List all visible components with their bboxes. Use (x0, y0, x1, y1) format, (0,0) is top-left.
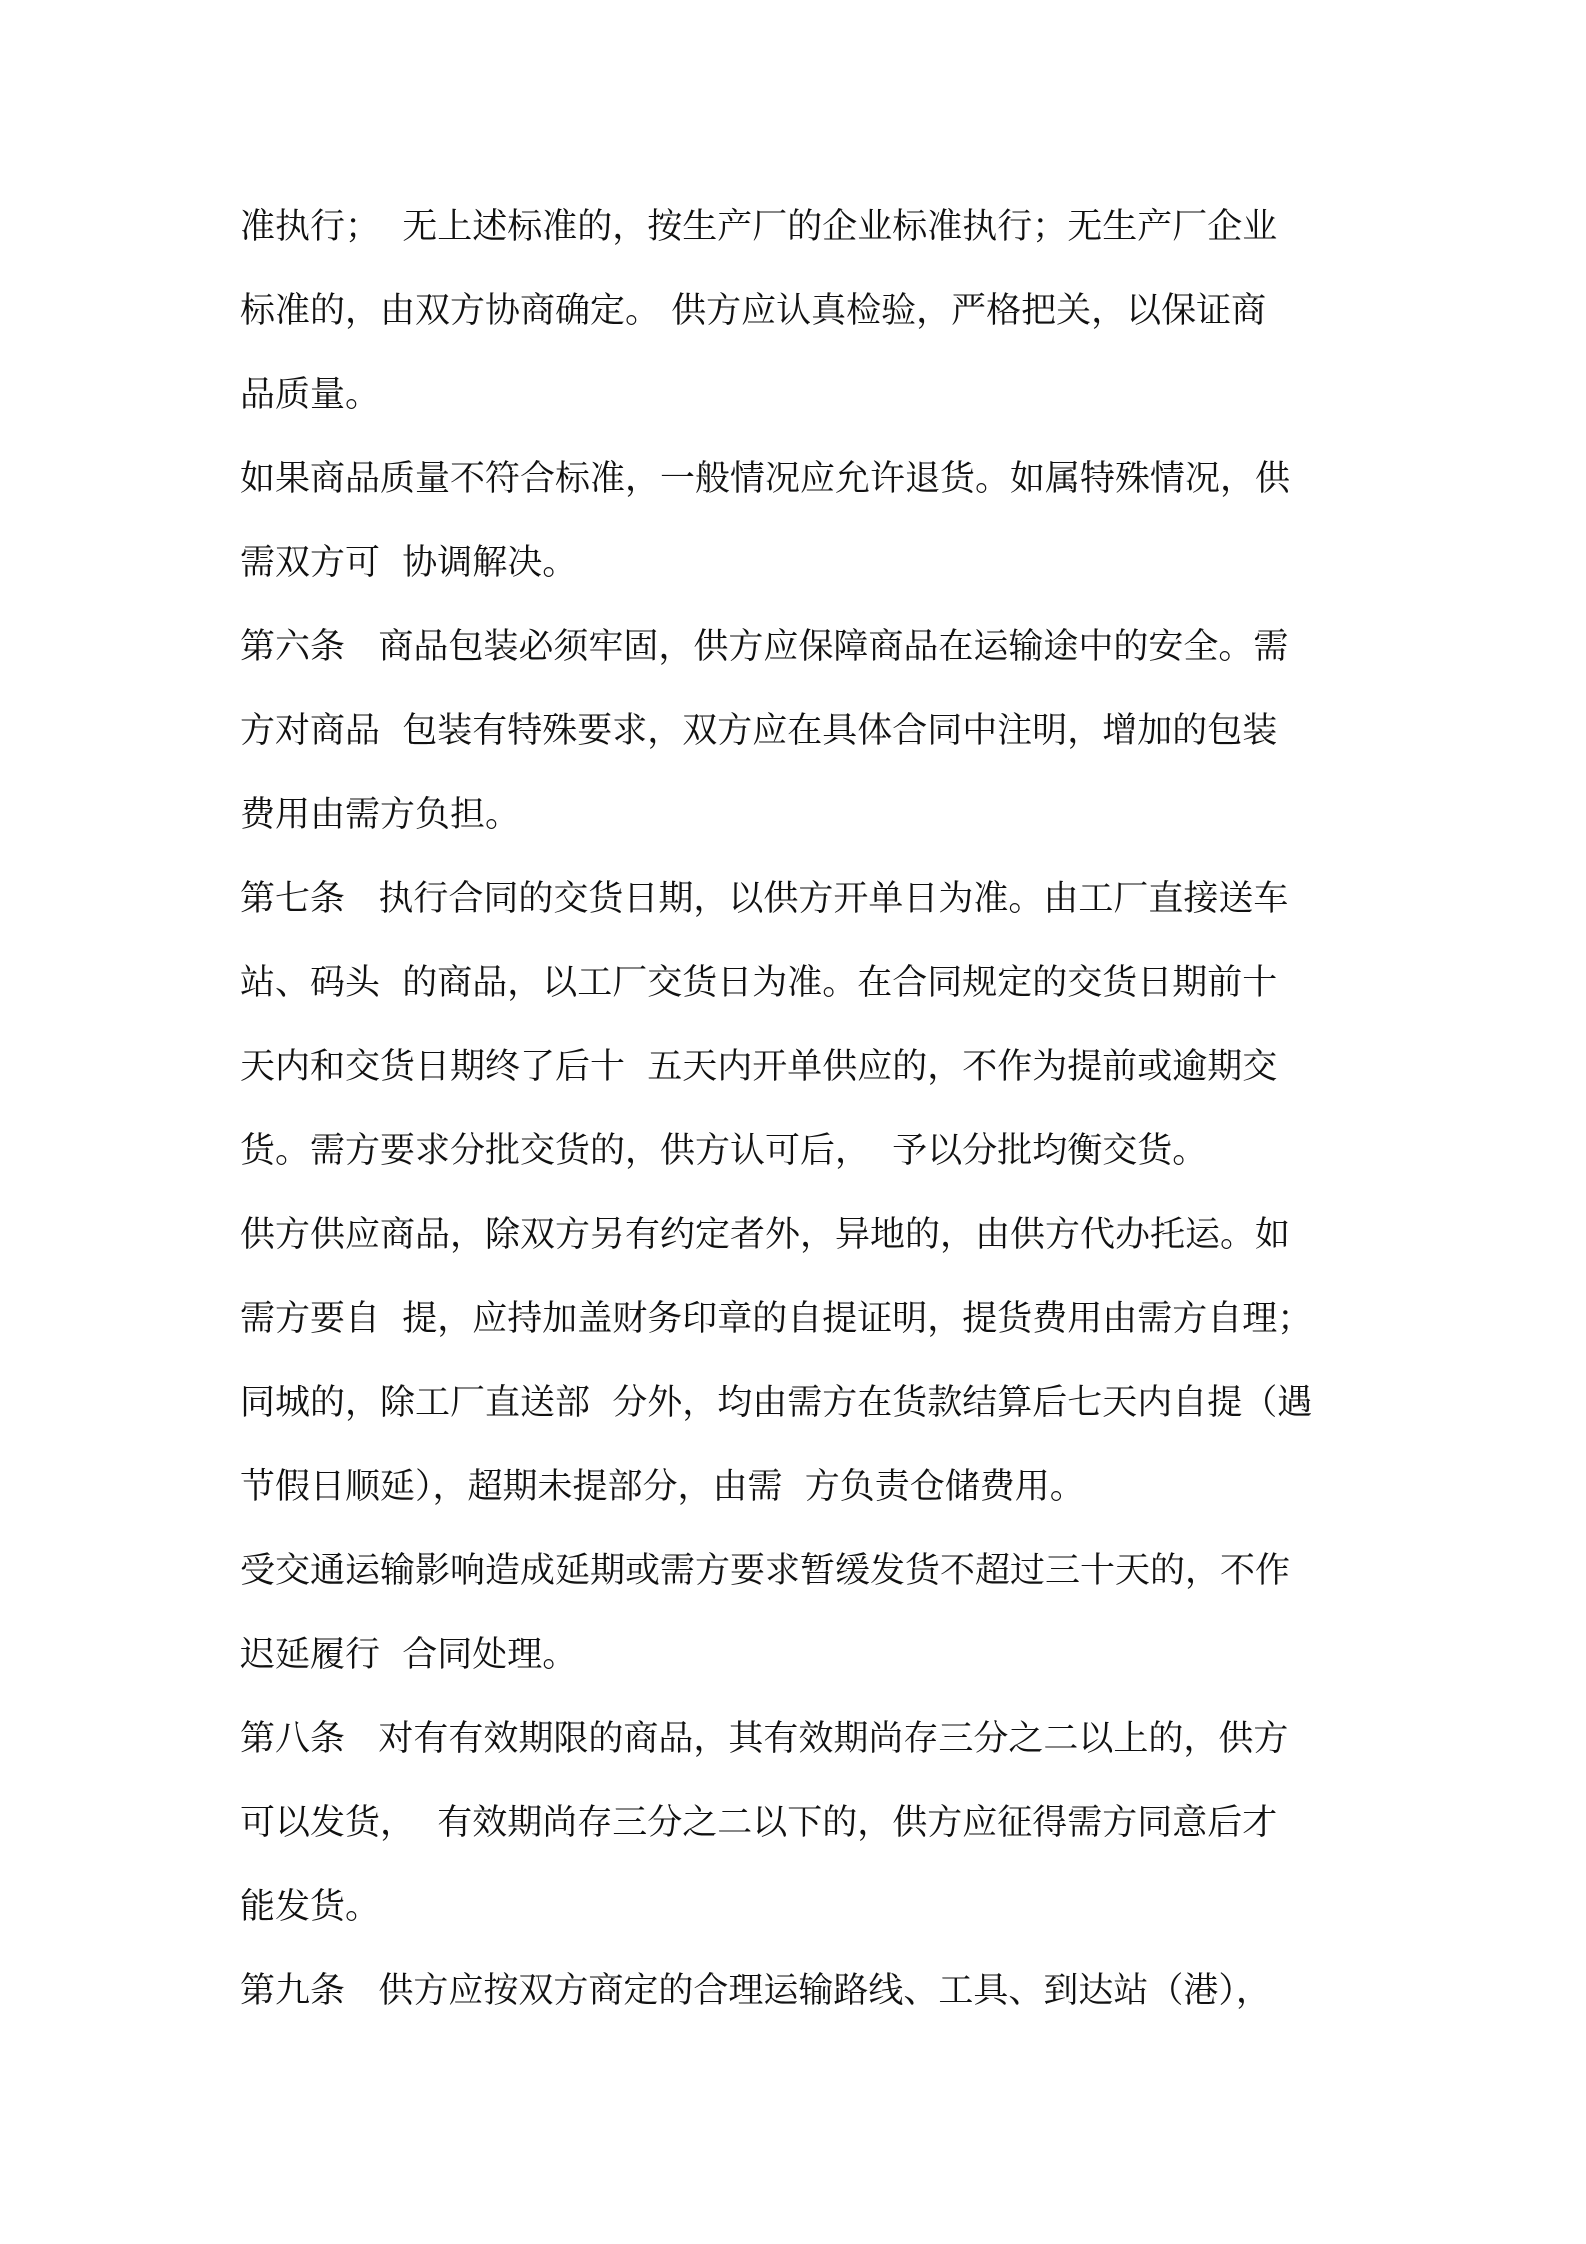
text-line: 节假日顺延），超期未提部分，由需 方负责仓储费用。 (240, 1467, 1085, 1507)
text-line: 迟延履行 合同处理。 (240, 1635, 578, 1675)
text-line: 货。需方要求分批交货的，供方认可后， 予以分批均衡交货。 (240, 1131, 1208, 1171)
text-line: 第八条 对有有效期限的商品，其有效期尚存三分之二以上的，供方 (240, 1719, 1289, 1759)
text-line: 需双方可 协调解决。 (240, 543, 578, 583)
text-line: 方对商品 包装有特殊要求，双方应在具体合同中注明，增加的包装 (240, 711, 1278, 751)
text-line: 站、码头 的商品，以工厂交货日为准。在合同规定的交货日期前十 (240, 963, 1278, 1003)
text-line: 能发货。 (240, 1887, 381, 1927)
text-line: 天内和交货日期终了后十 五天内开单供应的，不作为提前或逾期交 (240, 1047, 1278, 1087)
text-line: 费用由需方负担。 (240, 795, 521, 835)
text-line: 第六条 商品包装必须牢固，供方应保障商品在运输途中的安全。需 (240, 627, 1289, 667)
text-line: 可以发货， 有效期尚存三分之二以下的，供方应征得需方同意后才 (240, 1803, 1278, 1843)
text-line: 供方供应商品，除双方另有约定者外，异地的，由供方代办托运。如 (240, 1215, 1291, 1255)
text-line: 受交通运输影响造成延期或需方要求暂缓发货不超过三十天的，不作 (240, 1551, 1291, 1591)
text-line: 第九条 供方应按双方商定的合理运输路线、工具、到达站（港）， (240, 1971, 1271, 2011)
text-line: 品质量。 (240, 375, 381, 415)
text-line: 第七条 执行合同的交货日期，以供方开单日为准。由工厂直接送车 (240, 879, 1289, 919)
text-line: 如果商品质量不符合标准，一般情况应允许退货。如属特殊情况，供 (240, 459, 1291, 499)
text-line: 同城的，除工厂直送部 分外，均由需方在货款结算后七天内自提（遇 (240, 1383, 1313, 1423)
text-line: 需方要自 提，应持加盖财务印章的自提证明，提货费用由需方自理； (240, 1299, 1313, 1339)
text-line: 准执行； 无上述标准的，按生产厂的企业标准执行；无生产厂企业 (240, 207, 1278, 247)
text-line: 标准的，由双方协商确定。 供方应认真检验，严格把关，以保证商 (240, 291, 1267, 331)
